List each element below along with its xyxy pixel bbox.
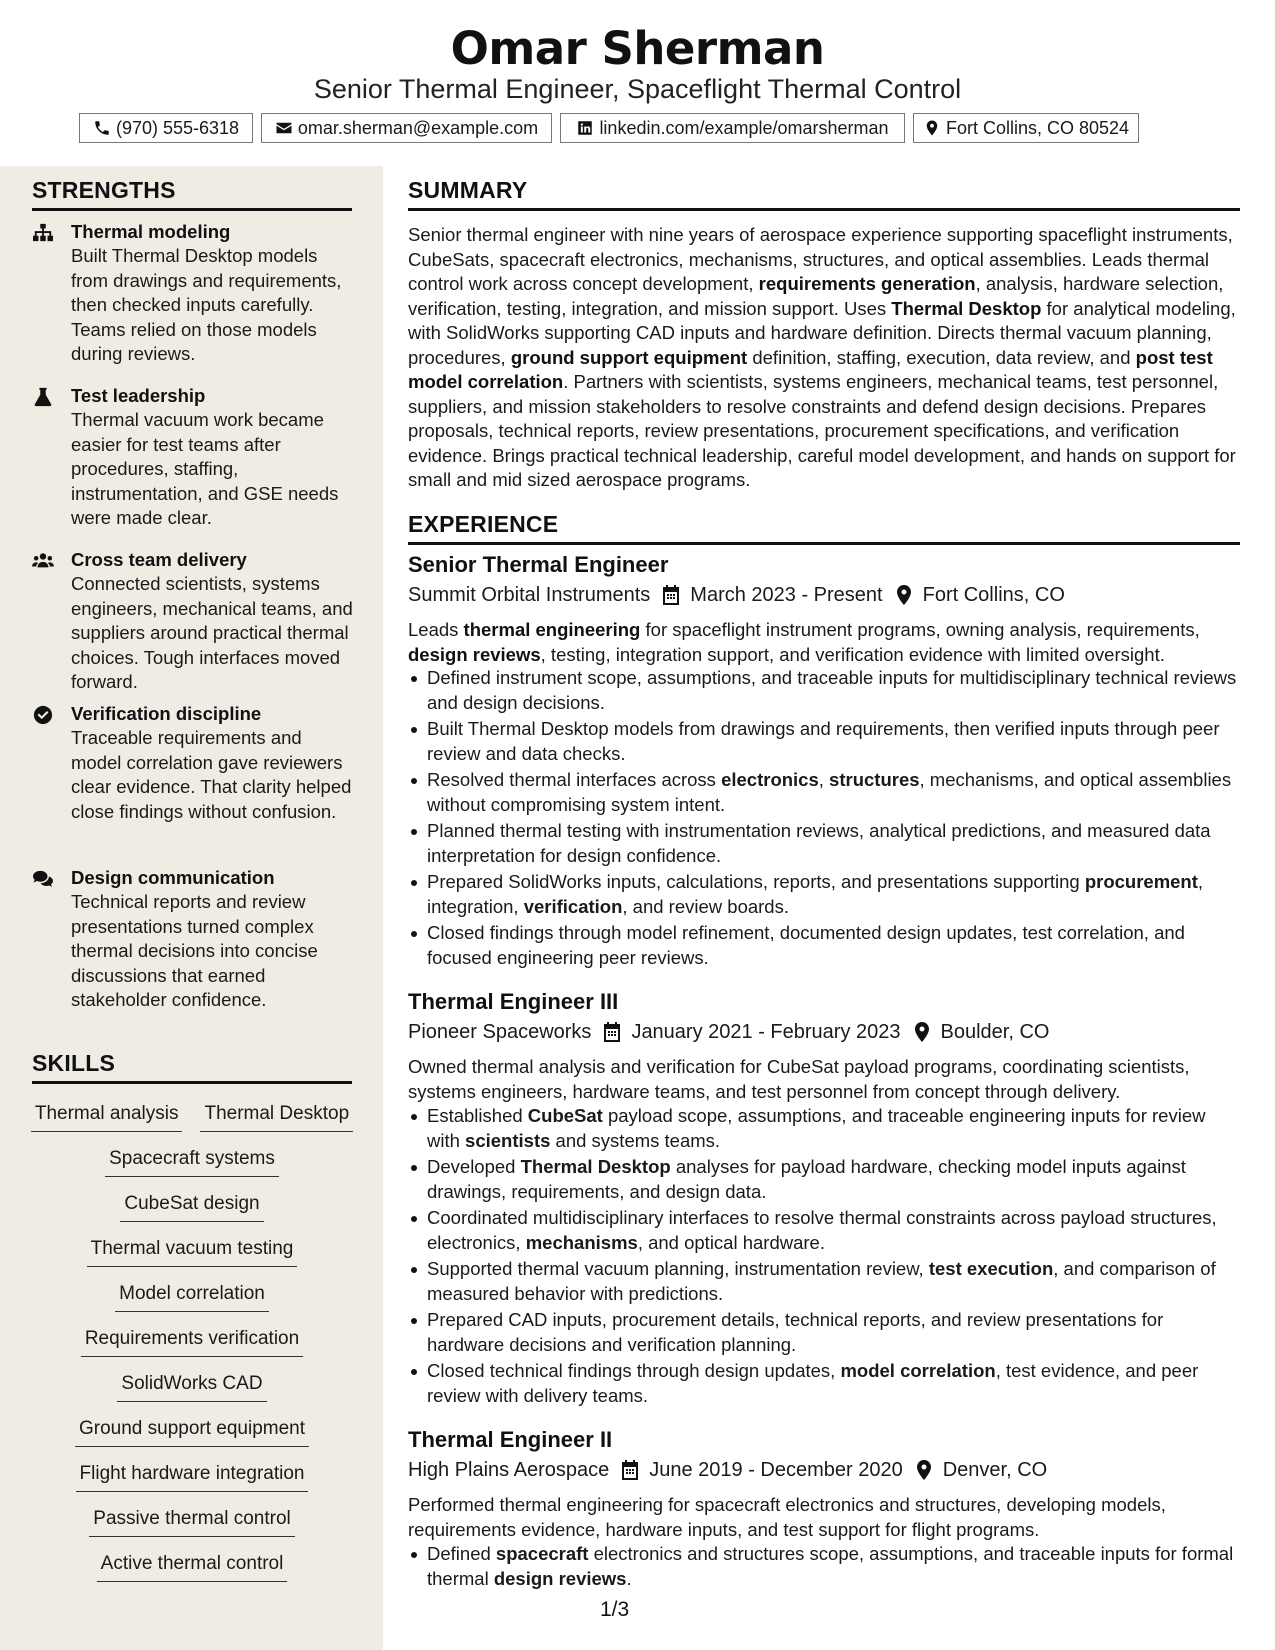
job-bullet xyxy=(408,1542,1240,1591)
job-dates: March 2023 - Present xyxy=(690,584,883,606)
summary-title: SUMMARY xyxy=(408,177,528,203)
text-run: Senior thermal engineer with nine years of aerospace experience supporting spaceflight instruments, CubeSats, spacecraft electronics, mechanisms, structures, and optical assemblies. Leads thermal control work across concept development, xyxy=(408,224,1233,294)
text-run: Leads xyxy=(408,619,464,640)
emphasis-text: electronics xyxy=(721,769,819,790)
emphasis-text: model correlation xyxy=(840,1360,996,1381)
text-run: Owned thermal analysis and verification for CubeSat payload programs, coordinating scientists, systems engineers, hardware teams, and test personnel from concept through delivery. xyxy=(408,1056,1190,1102)
skill-tag: Requirements verification xyxy=(81,1327,303,1357)
job-title: Senior Thermal Engineer xyxy=(408,552,669,577)
contact-location xyxy=(913,113,1139,143)
calendar-icon xyxy=(621,1460,639,1480)
text-run: Prepared SolidWorks inputs, calculations, reports, and presentations supporting xyxy=(427,871,1085,892)
job-location: Fort Collins, CO xyxy=(922,584,1065,606)
text-run: Prepared CAD inputs, procurement details, technical reports, and review presentations for hardware decisions and verification planning. xyxy=(427,1309,1164,1355)
job-bullet xyxy=(408,1308,1240,1357)
job-bullet xyxy=(408,768,1240,817)
text-run: , and review boards. xyxy=(622,895,789,917)
strength-item xyxy=(32,702,352,824)
text-run: for analytical modeling, with SolidWorks supporting CAD inputs and hardware definition. Directs thermal vacuum planning, procedures, xyxy=(408,297,1236,368)
page-number: 1/3 xyxy=(600,1598,630,1621)
text-run: electronics and structures scope, assumptions, and traceable inputs for formal thermal xyxy=(427,1543,1234,1589)
skills-heading xyxy=(32,1050,352,1084)
strength-item xyxy=(32,384,352,531)
emphasis-text: post test model correlation xyxy=(408,346,1213,392)
job-meta xyxy=(408,1019,1049,1045)
text-run: Supported thermal vacuum planning, instrumentation review, xyxy=(427,1258,929,1279)
skill-tag: Active thermal control xyxy=(97,1552,288,1582)
emphasis-text: ground support equipment xyxy=(510,346,748,368)
emphasis-text: mechanisms xyxy=(525,1231,638,1253)
strengths-heading xyxy=(32,177,352,211)
sitemap-icon xyxy=(32,223,54,243)
job-bullet xyxy=(408,1206,1240,1255)
emphasis-text: design reviews xyxy=(493,1567,627,1589)
job-company: High Plains Aerospace xyxy=(408,1459,610,1481)
contact-email[interactable] xyxy=(261,113,552,143)
strength-title: Cross team delivery xyxy=(71,549,247,570)
job-location: Denver, CO xyxy=(942,1459,1048,1481)
job-bullet xyxy=(408,666,1240,715)
strength-item xyxy=(32,548,352,695)
text-run: , test evidence, and peer review with delivery teams. xyxy=(427,1360,1199,1406)
text-run: , analysis, hardware selection, verification, testing, integration, and mission support. Uses xyxy=(408,273,1224,319)
map-pin-icon xyxy=(915,1460,933,1480)
phone-icon xyxy=(93,119,111,137)
job-title: Thermal Engineer III xyxy=(408,989,619,1014)
job-bullet xyxy=(408,921,1240,970)
job-company: Pioneer Spaceworks xyxy=(408,1021,592,1043)
job-intro xyxy=(408,1055,1240,1104)
job-bullet xyxy=(408,1104,1240,1153)
emphasis-text: scientists xyxy=(465,1129,551,1151)
emphasis-text: requirements generation xyxy=(758,273,976,294)
skill-tag: Thermal Desktop xyxy=(200,1102,353,1132)
text-run: Closed findings through model refinement, documented design updates, test correlation, and focused engineering peer reviews. xyxy=(427,922,1185,968)
contact-email-text: omar.sherman@example.com xyxy=(297,117,539,138)
flask-icon xyxy=(32,387,54,407)
contact-location-text: Fort Collins, CO 80524 xyxy=(945,117,1130,138)
strength-title: Design communication xyxy=(71,867,275,888)
job-intro xyxy=(408,1493,1240,1542)
text-run: , and comparison of measured behavior with predictions. xyxy=(427,1258,1216,1304)
job-company: Summit Orbital Instruments xyxy=(408,584,651,606)
skill-tag: Thermal analysis xyxy=(31,1102,183,1132)
text-run: Developed xyxy=(427,1156,521,1177)
strengths-title: STRENGTHS xyxy=(32,177,176,203)
strength-description: Traceable requirements and model correlation gave reviewers clear evidence. That clarity helped close findings without confusion. xyxy=(71,727,352,822)
job-bullet xyxy=(408,1257,1240,1306)
map-pin-icon xyxy=(923,119,941,137)
linkedin-icon xyxy=(576,119,594,137)
job-bullet xyxy=(408,870,1240,919)
text-run: , xyxy=(818,769,830,790)
job-bullet xyxy=(408,1359,1240,1408)
skill-tag: SolidWorks CAD xyxy=(117,1372,266,1402)
strength-item xyxy=(32,220,352,367)
text-run: Resolved thermal interfaces across xyxy=(427,769,722,790)
job-intro xyxy=(408,618,1240,667)
text-run: for spaceflight instrument programs, owning analysis, requirements, xyxy=(640,619,1200,640)
job-bullet xyxy=(408,717,1240,766)
text-run: Planned thermal testing with instrumentation reviews, analytical predictions, and measured data interpretation for design confidence. xyxy=(427,820,1211,866)
text-run: , integration, xyxy=(427,871,1204,917)
emphasis-text: procurement xyxy=(1084,871,1198,892)
strength-item xyxy=(32,866,352,1013)
job-bullet xyxy=(408,819,1240,868)
job-title: Thermal Engineer II xyxy=(408,1427,613,1452)
strength-description: Thermal vacuum work became easier for test teams after procedures, staffing, instrumentation, and GSE needs were made clear. xyxy=(71,409,339,528)
text-run: . Partners with scientists, systems engineers, mechanical teams, test personnel, suppliers, and mission stakeholders to resolve constraints and defend design decisions. Prepares proposals, technical reports, review presentations, procurement specifications, and verification evidence. Brings practical technical leadership, careful model development, and hands on support for small and mid sized aerospace programs. xyxy=(408,371,1236,490)
emphasis-text: test execution xyxy=(928,1258,1054,1279)
text-run: . xyxy=(626,1567,632,1589)
contact-phone[interactable] xyxy=(79,113,253,143)
text-run: Defined instrument scope, assumptions, and traceable inputs for multidisciplinary technical reviews and design decisions. xyxy=(427,667,1237,713)
skill-tag: Thermal vacuum testing xyxy=(87,1237,298,1267)
check-circle-icon xyxy=(32,705,54,725)
emphasis-text: structures xyxy=(829,769,920,790)
resume-header xyxy=(0,0,1275,166)
emphasis-text: spacecraft xyxy=(495,1543,589,1564)
text-run: Performed thermal engineering for spacecraft electronics and structures, developing models, requirements evidence, hardware inputs, and test support for flight programs. xyxy=(408,1494,1166,1540)
skill-tag: Passive thermal control xyxy=(89,1507,294,1537)
sidebar xyxy=(0,166,383,1650)
skill-tag: Ground support equipment xyxy=(75,1417,309,1447)
summary-heading xyxy=(408,177,1240,211)
map-pin-icon xyxy=(913,1022,931,1042)
contact-phone-text: (970) 555-6318 xyxy=(115,117,240,138)
summary-text xyxy=(408,223,1240,493)
candidate-headline: Senior Thermal Engineer, Spaceflight Thermal Control xyxy=(313,74,962,104)
strength-title: Verification discipline xyxy=(71,703,262,724)
emphasis-text: CubeSat xyxy=(527,1105,603,1126)
job-meta xyxy=(408,1457,1047,1483)
skill-tag: Spacecraft systems xyxy=(105,1147,279,1177)
text-run: definition, staffing, execution, data review, and xyxy=(747,346,1136,368)
job-dates: January 2021 - February 2023 xyxy=(631,1021,901,1043)
text-run: Defined xyxy=(427,1543,496,1564)
strength-description: Connected scientists, systems engineers, mechanical teams, and suppliers around practical thermal choices. Tough interfaces moved forward. xyxy=(71,573,353,692)
skill-tag: CubeSat design xyxy=(120,1192,263,1222)
text-run: Closed technical findings through design updates, xyxy=(427,1360,841,1381)
emphasis-text: Thermal Desktop xyxy=(891,297,1042,319)
experience-heading xyxy=(408,511,1240,545)
job-bullets xyxy=(408,1104,1240,1410)
strength-title: Thermal modeling xyxy=(71,221,231,242)
text-run: Established xyxy=(427,1105,528,1126)
text-run: , mechanisms, and optical assemblies without compromising system intent. xyxy=(427,769,1232,815)
experience-title: EXPERIENCE xyxy=(408,511,559,537)
contact-linkedin-text: linkedin.com/example/omarsherman xyxy=(599,117,889,138)
job-bullets xyxy=(408,1542,1240,1593)
job-dates: June 2019 - December 2020 xyxy=(649,1459,903,1481)
skill-tag: Flight hardware integration xyxy=(76,1462,309,1492)
text-run: and systems teams. xyxy=(550,1129,721,1151)
text-run: Coordinated multidisciplinary interfaces to resolve thermal constraints across payload structures, electronics, xyxy=(427,1207,1217,1253)
comments-icon xyxy=(32,869,54,889)
contact-linkedin[interactable] xyxy=(560,113,905,143)
calendar-icon xyxy=(662,585,680,605)
job-bullet xyxy=(408,1155,1240,1204)
calendar-icon xyxy=(603,1022,621,1042)
map-pin-icon xyxy=(895,585,913,605)
strength-title: Test leadership xyxy=(71,385,206,406)
text-run: Built Thermal Desktop models from drawings and requirements, then verified inputs through peer review and data checks. xyxy=(427,718,1220,764)
job-bullets xyxy=(408,666,1240,972)
strength-description: Technical reports and review presentations turned complex thermal decisions into concise discussions that earned stakeholder confidence. xyxy=(71,891,318,1010)
text-run: payload scope, assumptions, and traceable engineering inputs for review with xyxy=(427,1105,1206,1151)
candidate-name: Omar Sherman xyxy=(450,22,825,75)
emphasis-text: design reviews xyxy=(408,643,541,665)
emphasis-text: Thermal Desktop xyxy=(520,1156,671,1177)
text-run: , and optical hardware. xyxy=(637,1231,825,1253)
job-meta xyxy=(408,582,1065,608)
emphasis-text: thermal engineering xyxy=(463,619,641,640)
emphasis-text: verification xyxy=(523,895,623,917)
strength-description: Built Thermal Desktop models from drawings and requirements, then checked inputs carefully. Teams relied on those models during reviews. xyxy=(71,245,342,364)
text-run: analyses for payload hardware, checking model inputs against drawings, requirements, and design data. xyxy=(427,1156,1186,1202)
contact-bar xyxy=(79,113,1139,143)
text-run: , testing, integration support, and verification evidence with limited oversight. xyxy=(540,643,1165,665)
skills-title: SKILLS xyxy=(32,1050,115,1076)
envelope-icon xyxy=(275,119,293,137)
job-location: Boulder, CO xyxy=(940,1021,1050,1043)
users-icon xyxy=(32,551,54,571)
skill-tag: Model correlation xyxy=(115,1282,269,1312)
skills-list xyxy=(32,1102,352,1597)
